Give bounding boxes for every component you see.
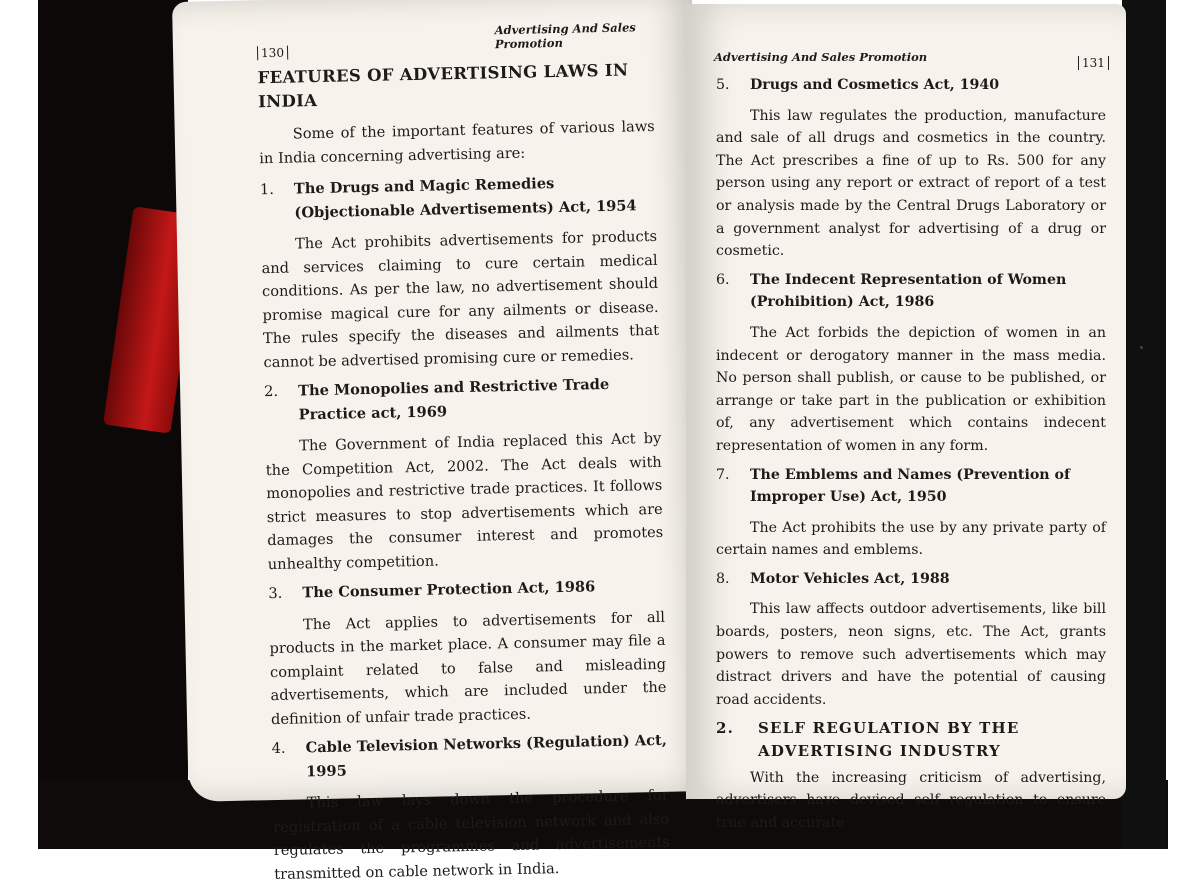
law-heading <box>268 574 664 606</box>
law-heading <box>716 269 1106 314</box>
section-paragraph: With the increasing criticism of advertising, advertisers have devised self regulation to ensure true and accurate <box>716 769 1106 831</box>
law-number: 7. <box>716 466 730 483</box>
law-title: The Emblems and Names (Prevention of Improper Use) Act, 1950 <box>750 466 1071 506</box>
law-description: The Act prohibits advertisements for products and services claiming to cure certain medical conditions. As per the law, no advertisement should promise magical cure for any ailments or disease. The rules specify the diseases and ailments that cannot be advertised promising cure or remedies. <box>261 227 660 371</box>
running-head: Advertising And Sales Promotion <box>714 50 928 64</box>
law-heading <box>260 170 657 225</box>
running-head: Advertising And Sales Promotion <box>494 20 636 52</box>
intro-paragraph: Some of the important features of various laws in India concerning advertising are: <box>259 117 655 167</box>
law-heading <box>716 74 1106 97</box>
law-title: Motor Vehicles Act, 1988 <box>750 570 950 587</box>
page-number: 130 <box>257 46 288 61</box>
law-number: 2. <box>264 382 279 401</box>
law-title: The Consumer Protection Act, 1986 <box>302 578 596 602</box>
law-heading <box>264 372 661 427</box>
page-number: 131 <box>1078 56 1109 70</box>
law-description: The Government of India replaced this Act by the Competition Act, 2002. The Act deals with monopolies and restrictive trade practices. It follows strict measures to stop advertisements which are damages the consumer interest and promotes unhealthy competition. <box>265 429 664 573</box>
law-title: The Indecent Representation of Women (Prohibition) Act, 1986 <box>750 271 1067 311</box>
law-description: This law affects outdoor advertisements, like bill boards, posters, neon signs, etc. The Act, grants powers to remove such advertisements which may distract drivers and have the potential of causing road accidents. <box>716 601 1106 708</box>
law-title: The Drugs and Magic Remedies (Objectionable Advertisements) Act, 1954 <box>293 175 637 221</box>
law-heading <box>716 568 1106 591</box>
law-description: The Act applies to advertisements for all products in the market place. A consumer may file a complaint related to false and misleading advertisements, which are included under the definition of unfair trade practices. <box>269 608 667 728</box>
section-heading <box>716 717 1106 762</box>
law-number: 5. <box>716 77 730 93</box>
law-number: 4. <box>271 739 286 758</box>
law-number: 6. <box>716 271 730 288</box>
right-page-body <box>716 74 1106 834</box>
right-page <box>686 4 1126 831</box>
law-heading <box>271 729 668 784</box>
law-heading <box>716 464 1106 509</box>
law-title: Drugs and Cosmetics Act, 1940 <box>750 77 1000 93</box>
law-number: 1. <box>259 180 275 199</box>
law-description: The Act forbids the depiction of women in an indecent or derogatory manner in the mass media. No person shall publish, or cause to be published, or arrange or take part in the publication or exhibition of, any advertisement which contains indecent representation of women in any form. <box>716 324 1106 454</box>
law-description: This law regulates the production, manufacture and sale of all drugs and cosmetics in the country. The Act prescribes a fine of up to Rs. 500 for any person using any report or extract of report of a test or analysis made by the Central Drugs Laboratory or a government analyst for advertising of a drug or cosmetic. <box>716 107 1106 260</box>
law-title: Cable Television Networks (Regulation) Act, 1995 <box>305 731 667 780</box>
law-title: The Monopolies and Restrictive Trade Practice act, 1969 <box>297 375 610 423</box>
stray-mark <box>1140 346 1143 349</box>
law-number: 3. <box>268 584 283 603</box>
left-page <box>172 0 709 883</box>
law-description: The Act prohibits the use by any private party of certain names and emblems. <box>716 519 1106 559</box>
background-dark-right <box>1122 0 1166 849</box>
section-title: SELF REGULATION BY THE ADVERTISING INDUSTRY <box>758 719 1020 761</box>
law-number: 8. <box>716 570 730 587</box>
law-description: This law lays down the procedure for registration of a cable television network and also regulates the programmes and advertisements transmitted on cable network in India. <box>273 786 670 883</box>
left-page-body <box>257 58 670 886</box>
section-number: 2. <box>716 719 735 738</box>
page-title: FEATURES OF ADVERTISING LAWS IN INDIA <box>257 60 629 111</box>
